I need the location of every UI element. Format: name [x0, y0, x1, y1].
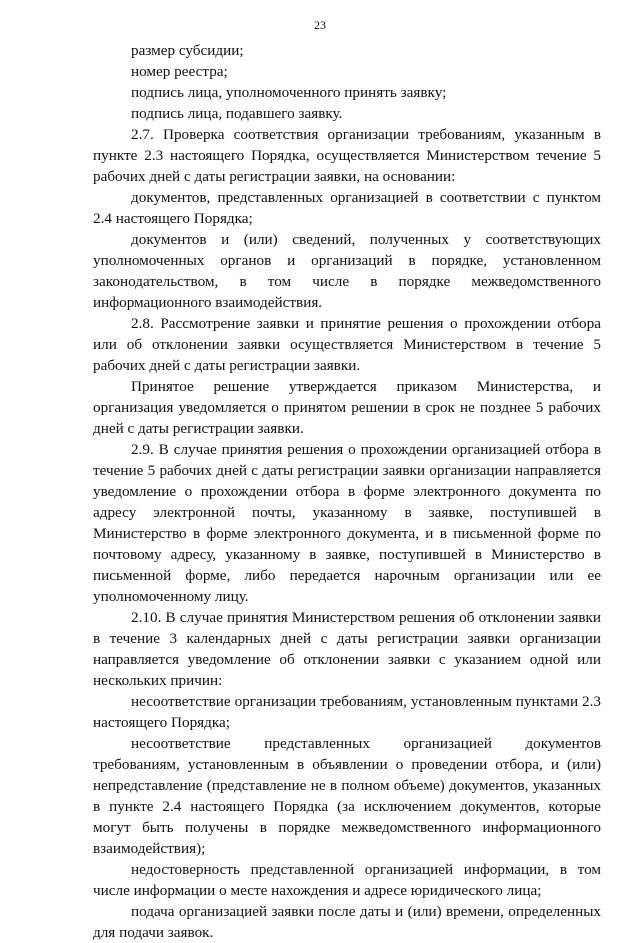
page-number: 23	[314, 18, 326, 32]
paragraph: Принятое решение утверждается приказом Министерства, и организация уведомляется о принятом решении в срок не позднее 5 рабочих дней с даты регистрации заявки.	[93, 378, 601, 437]
paragraph: несоответствие представленных организацией документов требованиям, установленным в объявлении о проведении отбора, и (или) непредставление (представление не в полном объеме) документов, указанных в пункте 2.4 настоящего Порядка (за исключением документов, которые могут быть получены в порядке межведомственного информационного взаимодействия);	[93, 735, 601, 857]
paragraph: 2.10. В случае принятия Министерством решения об отклонении заявки в течение 3 календарных дней с даты регистрации заявки организации направляется уведомление об отклонении заявки с указанием одной или нескольких причин:	[93, 609, 601, 689]
paragraph: подача организацией заявки после даты и (или) времени, определенных для подачи заявок.	[93, 903, 601, 941]
document-body	[93, 40, 601, 943]
paragraph: 2.8. Рассмотрение заявки и принятие решения о прохождении отбора или об отклонении заявки осуществляется Министерством в течение 5 рабочих дней с даты регистрации заявки.	[93, 315, 601, 374]
paragraph: 2.7. Проверка соответствия организации требованиям, указанным в пункте 2.3 настоящего Порядка, осуществляется Министерством течение 5 рабочих дней с даты регистрации заявки, на основании:	[93, 126, 601, 185]
paragraph: номер реестра;	[131, 63, 228, 80]
paragraph: документов, представленных организацией в соответствии с пунктом 2.4 настоящего Порядка;	[93, 189, 601, 227]
paragraph: 2.9. В случае принятия решения о прохождении организацией отбора в течение 5 рабочих дней с даты регистрации заявки организации направляется уведомление о прохождении отбора в форме электронного документа по адресу электронной почты, указанному в заявке, поступившей в Министерство в форме электронного документа, и в письменной форме по почтовому адресу, указанному в заявке, поступившей в Министерство в письменной форме, либо передается нарочным организации или ее уполномоченному лицу.	[93, 441, 601, 605]
paragraph: недостоверность представленной организацией информации, в том числе информации о месте нахождения и адресе юридического лица;	[93, 861, 601, 899]
paragraph: размер субсидии;	[131, 42, 244, 59]
paragraph: несоответствие организации требованиям, установленным пунктами 2.3 настоящего Порядка;	[93, 693, 601, 731]
paragraph: документов и (или) сведений, полученных у соответствующих уполномоченных органов и организаций в порядке, установленном законодательством, в том числе в порядке межведомственного информационного взаимодействия.	[93, 231, 601, 311]
paragraph: подпись лица, подавшего заявку.	[131, 105, 343, 122]
paragraph: подпись лица, уполномоченного принять заявку;	[131, 84, 447, 101]
